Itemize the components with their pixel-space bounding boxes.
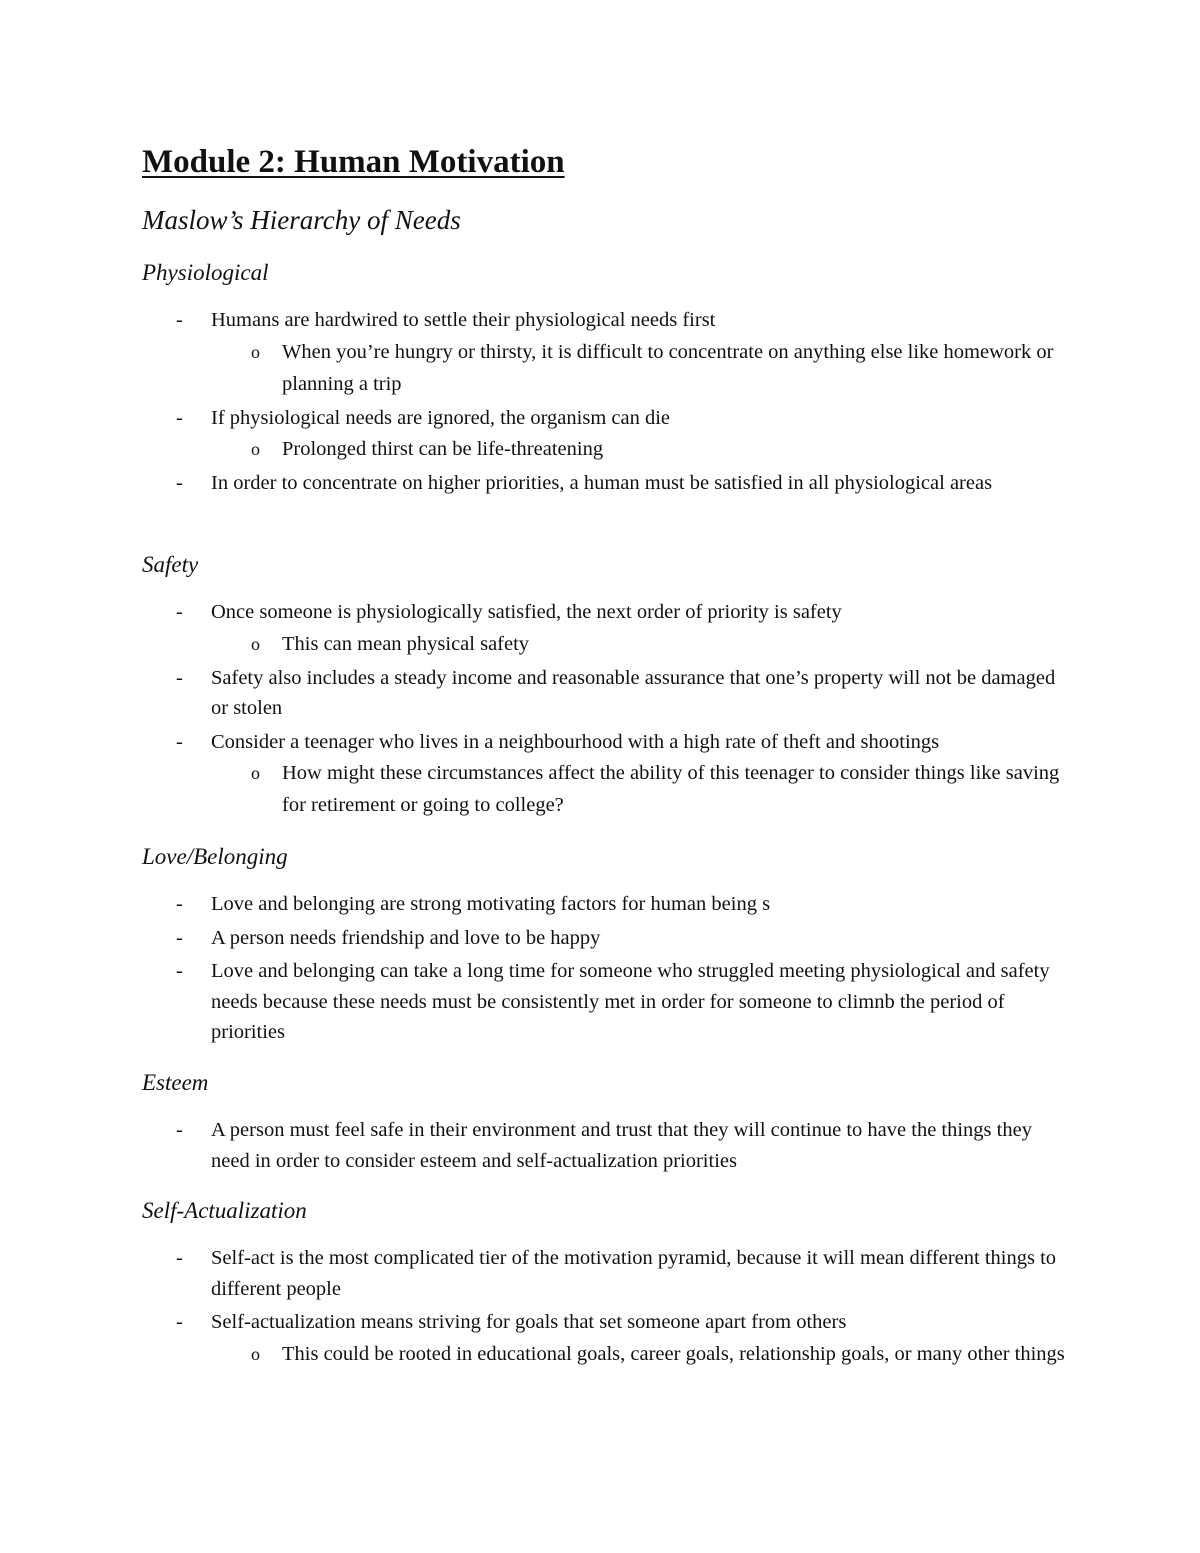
section-heading: Safety — [142, 552, 199, 577]
circle-bullet-icon: o — [251, 439, 260, 459]
list-item — [142, 1115, 1072, 1176]
list-item-text: Self-actualization means striving for goals that set someone apart from others — [211, 1311, 847, 1333]
sub-list-item-text: How might these circumstances affect the ability of this teenager to consider things like saving for retirement or going to college? — [282, 762, 1060, 816]
section-love-belonging — [142, 842, 1072, 1051]
list-item — [142, 1243, 1072, 1304]
sub-list-item — [211, 757, 1072, 821]
list-item-text: If physiological needs are ignored, the organism can die — [211, 406, 671, 429]
list-item-text: In order to concentrate on higher priorities, a human must be satisfied in all physiological areas — [211, 472, 993, 494]
dash-bullet-icon: - — [176, 1247, 183, 1269]
list-item — [142, 597, 1072, 660]
list-item — [142, 663, 1072, 724]
bullet-list — [142, 889, 1072, 1048]
dash-bullet-icon: - — [176, 960, 183, 982]
dash-bullet-icon: - — [176, 601, 183, 623]
section-safety — [142, 550, 1072, 824]
page-subtitle: Maslow’s Hierarchy of Needs — [142, 205, 461, 235]
bullet-list — [142, 305, 1072, 499]
section-heading: Esteem — [142, 1070, 209, 1095]
dash-bullet-icon: - — [176, 406, 183, 429]
bullet-list — [142, 597, 1072, 821]
dash-bullet-icon: - — [176, 1311, 183, 1333]
sub-list-item — [211, 628, 1072, 660]
sub-bullet-list — [211, 628, 1072, 660]
sub-list-item-text: This can mean physical safety — [282, 632, 530, 655]
list-item-text: Consider a teenager who lives in a neighbourhood with a high rate of theft and shootings — [211, 730, 940, 753]
sub-list-item-text: Prolonged thirst can be life-threatening — [282, 438, 604, 460]
page-title: Module 2: Human Motivation — [142, 144, 565, 180]
sub-list-item-text: This could be rooted in educational goals, career goals, relationship goals, or many other things — [282, 1342, 1065, 1365]
list-item-text: Humans are hardwired to settle their physiological needs first — [211, 309, 716, 331]
dash-bullet-icon: - — [176, 1119, 183, 1141]
section-heading: Physiological — [142, 260, 269, 285]
list-item — [142, 889, 1072, 920]
list-item — [142, 1307, 1072, 1370]
list-item — [142, 468, 1072, 499]
section-self-actualization — [142, 1196, 1072, 1373]
list-item — [142, 727, 1072, 822]
section-physiological — [142, 258, 1072, 502]
sub-list-item — [211, 336, 1072, 400]
list-item-text: Safety also includes a steady income and reasonable assurance that one’s property will not be damaged or stolen — [211, 666, 1056, 719]
circle-bullet-icon: o — [251, 763, 260, 783]
bullet-list — [142, 1243, 1072, 1370]
sub-bullet-list — [211, 336, 1072, 400]
list-item-text: A person needs friendship and love to be happy — [211, 926, 601, 949]
sub-bullet-list — [211, 1338, 1072, 1370]
dash-bullet-icon: - — [176, 666, 183, 689]
dash-bullet-icon: - — [176, 730, 183, 753]
sub-list-item — [211, 433, 1072, 465]
section-heading: Love/Belonging — [142, 844, 288, 869]
list-item — [142, 305, 1072, 400]
sub-list-item — [211, 1338, 1072, 1370]
bullet-list — [142, 1115, 1072, 1176]
list-item-text: Once someone is physiologically satisfied, the next order of priority is safety — [211, 601, 842, 623]
list-item-text: Self-act is the most complicated tier of the motivation pyramid, because it will mean different things to different people — [211, 1247, 1057, 1300]
circle-bullet-icon: o — [251, 633, 260, 654]
sub-list-item-text: When you’re hungry or thirsty, it is difficult to concentrate on anything else like homework or planning a trip — [282, 340, 1054, 395]
circle-bullet-icon: o — [251, 1343, 260, 1364]
dash-bullet-icon: - — [176, 893, 183, 915]
sub-bullet-list — [211, 757, 1072, 821]
circle-bullet-icon: o — [251, 341, 260, 362]
list-item — [142, 956, 1072, 1048]
list-item-text: A person must feel safe in their environment and trust that they will continue to have the things they need in order to consider esteem and self-actualization priorities — [211, 1119, 1032, 1172]
dash-bullet-icon: - — [176, 472, 183, 494]
section-heading: Self-Actualization — [142, 1198, 307, 1223]
list-item-text: Love and belonging can take a long time for someone who struggled meeting physiological and safety needs because these needs must be consistently met in order for someone to climnb the period of priorities — [211, 960, 1050, 1043]
list-item-text: Love and belonging are strong motivating factors for human being s — [211, 893, 771, 915]
sub-bullet-list — [211, 433, 1072, 465]
list-item — [142, 923, 1072, 954]
dash-bullet-icon: - — [176, 309, 183, 331]
dash-bullet-icon: - — [176, 926, 183, 949]
section-esteem — [142, 1068, 1072, 1179]
list-item — [142, 403, 1072, 466]
